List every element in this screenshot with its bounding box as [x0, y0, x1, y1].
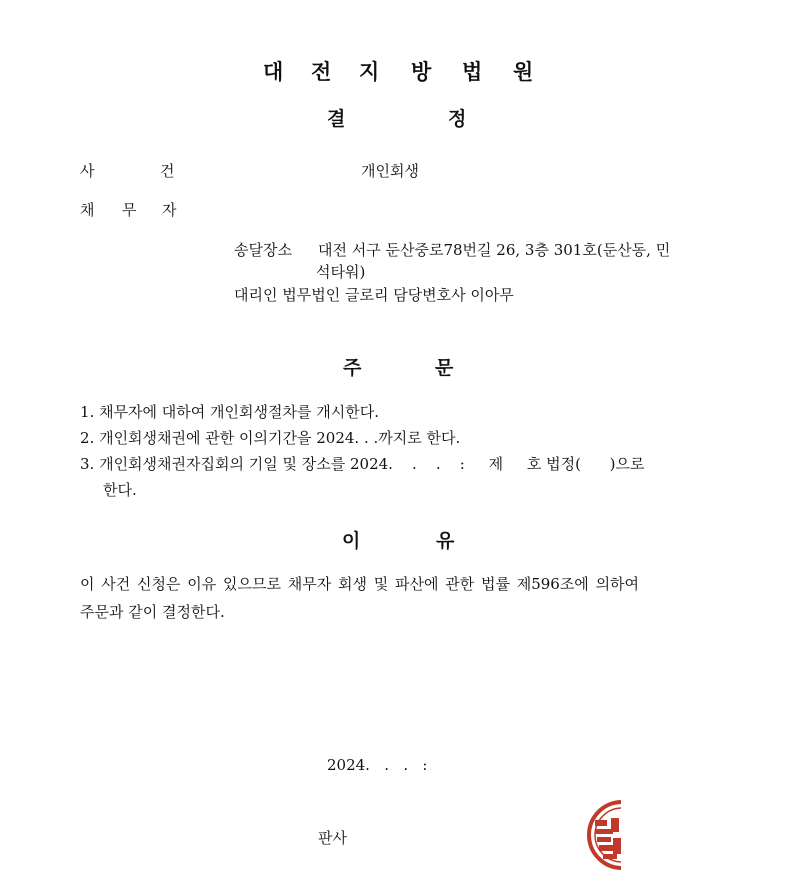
service-address-label: 송달장소: [234, 241, 292, 259]
doc-type-left: 결: [327, 108, 346, 130]
decision-date: 2024. . . :: [327, 756, 428, 774]
reason-line: 주문과 같이 결정한다.: [80, 603, 225, 621]
court-char: 방: [411, 60, 433, 84]
service-address-line1: 대전 서구 둔산중로78번길 26, 3층 301호(둔산동, 민: [318, 241, 671, 259]
court-char: 원: [513, 60, 535, 84]
case-label-char: 건: [160, 162, 175, 180]
court-char: 법: [462, 60, 484, 84]
debtor-label-char: 채: [80, 201, 95, 219]
court-char: 전: [311, 60, 333, 84]
reason-line: 이 사건 신청은 이유 있으므로 채무자 회생 및 파산에 관한 법률 제596조에 의하여: [80, 575, 640, 593]
order-heading-left: 주: [343, 357, 362, 379]
doc-type-right: 정: [448, 108, 467, 130]
order-item-continuation: 한다.: [103, 481, 137, 499]
debtor-label-char: 자: [162, 201, 177, 219]
agent-line: 대리인 법무법인 글로리 담당변호사 이아무: [234, 286, 514, 304]
order-item: 3. 개인회생채권자집회의 기일 및 장소를 2024. . . : 제 호 법정( )으로: [80, 455, 645, 473]
judge-label: 판사: [318, 829, 347, 847]
reason-heading-left: 이: [342, 530, 361, 552]
case-label-char: 사: [80, 162, 95, 180]
court-seal-stamp-icon: [585, 798, 621, 872]
debtor-label-char: 무: [122, 201, 137, 219]
order-item: 2. 개인회생채권에 관한 이의기간을 2024. . .까지로 한다.: [80, 429, 461, 447]
court-char: 대: [263, 60, 285, 84]
court-char: 지: [359, 60, 381, 84]
order-item: 1. 채무자에 대하여 개인회생절차를 개시한다.: [80, 403, 379, 421]
case-value: 개인회생: [361, 162, 419, 180]
reason-heading-right: 유: [436, 530, 455, 552]
order-heading-right: 문: [435, 357, 454, 379]
service-address-line2: 석타워): [316, 263, 366, 281]
